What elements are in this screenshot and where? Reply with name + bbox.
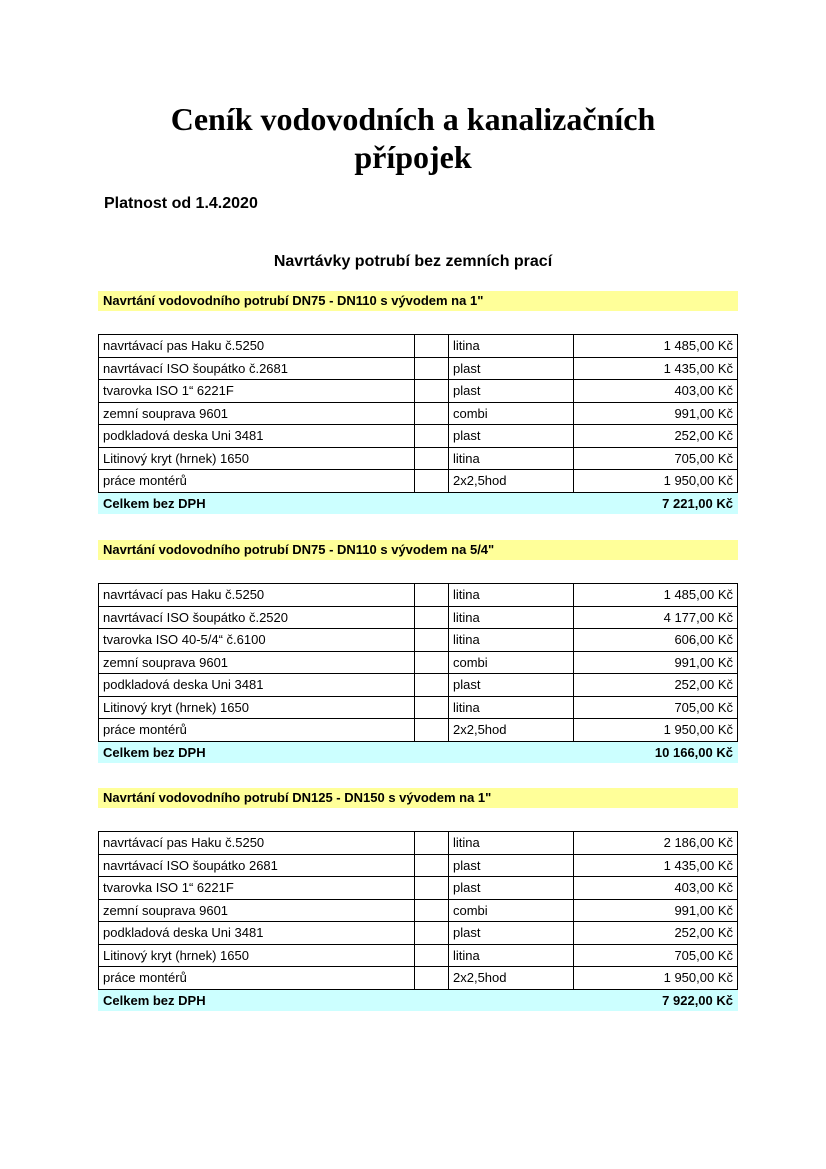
price-cell: 991,00 Kč <box>574 899 738 922</box>
quantity-cell <box>415 944 449 967</box>
price-cell: 1 435,00 Kč <box>574 854 738 877</box>
item-name-cell: práce montérů <box>99 719 415 742</box>
price-cell: 1 435,00 Kč <box>574 357 738 380</box>
total-row <box>98 990 738 1011</box>
quantity-cell <box>415 470 449 493</box>
quantity-cell <box>415 584 449 607</box>
material-cell: litina <box>449 696 574 719</box>
item-name-cell: podkladová deska Uni 3481 <box>99 922 415 945</box>
block-heading: Navrtání vodovodního potrubí DN125 - DN150 s vývodem na 1" <box>98 788 738 808</box>
material-cell: plast <box>449 380 574 403</box>
item-name-cell: zemní souprava 9601 <box>99 899 415 922</box>
price-cell: 403,00 Kč <box>574 877 738 900</box>
material-cell: combi <box>449 899 574 922</box>
quantity-cell <box>415 922 449 945</box>
item-name-cell: Litinový kryt (hrnek) 1650 <box>99 696 415 719</box>
quantity-cell <box>415 696 449 719</box>
price-cell: 1 950,00 Kč <box>574 470 738 493</box>
price-table <box>98 831 738 990</box>
table-row <box>99 832 738 855</box>
material-cell: litina <box>449 447 574 470</box>
quantity-cell <box>415 674 449 697</box>
quantity-cell <box>415 335 449 358</box>
price-cell: 991,00 Kč <box>574 402 738 425</box>
item-name-cell: tvarovka ISO 40-5/4“ č.6100 <box>99 629 415 652</box>
material-cell: 2x2,5hod <box>449 470 574 493</box>
table-row <box>99 380 738 403</box>
quantity-cell <box>415 899 449 922</box>
item-name-cell: tvarovka ISO 1“ 6221F <box>99 380 415 403</box>
quantity-cell <box>415 651 449 674</box>
item-name-cell: tvarovka ISO 1“ 6221F <box>99 877 415 900</box>
total-label: Celkem bez DPH <box>103 744 206 760</box>
price-cell: 252,00 Kč <box>574 922 738 945</box>
quantity-cell <box>415 425 449 448</box>
item-name-cell: navrtávací pas Haku č.5250 <box>99 584 415 607</box>
price-cell: 606,00 Kč <box>574 629 738 652</box>
item-name-cell: práce montérů <box>99 470 415 493</box>
table-row <box>99 674 738 697</box>
table-row <box>99 606 738 629</box>
item-name-cell: podkladová deska Uni 3481 <box>99 674 415 697</box>
material-cell: plast <box>449 357 574 380</box>
quantity-cell <box>415 967 449 990</box>
title-line-2: přípojek <box>354 139 472 175</box>
price-cell: 705,00 Kč <box>574 447 738 470</box>
item-name-cell: podkladová deska Uni 3481 <box>99 425 415 448</box>
validity-date: Platnost od 1.4.2020 <box>104 195 258 212</box>
price-block <box>98 788 738 1011</box>
price-block <box>98 540 738 763</box>
material-cell: litina <box>449 584 574 607</box>
table-row <box>99 629 738 652</box>
item-name-cell: zemní souprava 9601 <box>99 651 415 674</box>
table-row <box>99 877 738 900</box>
item-name-cell: navrtávací ISO šoupátko č.2681 <box>99 357 415 380</box>
block-heading: Navrtání vodovodního potrubí DN75 - DN110 s vývodem na 5/4" <box>98 540 738 560</box>
table-row <box>99 357 738 380</box>
section-heading: Navrtávky potrubí bez zemních prací <box>273 253 553 270</box>
price-cell: 1 950,00 Kč <box>574 967 738 990</box>
material-cell: litina <box>449 606 574 629</box>
item-name-cell: Litinový kryt (hrnek) 1650 <box>99 447 415 470</box>
table-row <box>99 584 738 607</box>
price-table <box>98 334 738 493</box>
total-label: Celkem bez DPH <box>103 495 206 511</box>
item-name-cell: navrtávací pas Haku č.5250 <box>99 335 415 358</box>
material-cell: 2x2,5hod <box>449 967 574 990</box>
price-cell: 1 950,00 Kč <box>574 719 738 742</box>
page-title <box>0 100 826 176</box>
price-cell: 252,00 Kč <box>574 425 738 448</box>
material-cell: litina <box>449 944 574 967</box>
total-value: 7 922,00 Kč <box>662 992 733 1008</box>
total-row <box>98 493 738 514</box>
item-name-cell: navrtávací ISO šoupátko č.2520 <box>99 606 415 629</box>
price-cell: 1 485,00 Kč <box>574 584 738 607</box>
price-cell: 705,00 Kč <box>574 696 738 719</box>
material-cell: combi <box>449 402 574 425</box>
table-row <box>99 470 738 493</box>
quantity-cell <box>415 629 449 652</box>
table-row <box>99 425 738 448</box>
table-row <box>99 944 738 967</box>
material-cell: plast <box>449 674 574 697</box>
item-name-cell: navrtávací pas Haku č.5250 <box>99 832 415 855</box>
total-value: 7 221,00 Kč <box>662 495 733 511</box>
table-row <box>99 335 738 358</box>
item-name-cell: zemní souprava 9601 <box>99 402 415 425</box>
material-cell: combi <box>449 651 574 674</box>
price-cell: 252,00 Kč <box>574 674 738 697</box>
total-value: 10 166,00 Kč <box>654 744 733 760</box>
price-table <box>98 583 738 742</box>
material-cell: litina <box>449 335 574 358</box>
material-cell: litina <box>449 629 574 652</box>
material-cell: plast <box>449 425 574 448</box>
table-row <box>99 922 738 945</box>
quantity-cell <box>415 854 449 877</box>
quantity-cell <box>415 357 449 380</box>
table-row <box>99 854 738 877</box>
block-heading: Navrtání vodovodního potrubí DN75 - DN110 s vývodem na 1" <box>98 291 738 311</box>
price-block <box>98 291 738 514</box>
table-row <box>99 651 738 674</box>
quantity-cell <box>415 606 449 629</box>
item-name-cell: Litinový kryt (hrnek) 1650 <box>99 944 415 967</box>
material-cell: plast <box>449 854 574 877</box>
quantity-cell <box>415 877 449 900</box>
total-label: Celkem bez DPH <box>103 992 206 1008</box>
material-cell: litina <box>449 832 574 855</box>
quantity-cell <box>415 832 449 855</box>
item-name-cell: navrtávací ISO šoupátko 2681 <box>99 854 415 877</box>
price-cell: 403,00 Kč <box>574 380 738 403</box>
table-row <box>99 402 738 425</box>
table-row <box>99 447 738 470</box>
table-row <box>99 899 738 922</box>
table-row <box>99 719 738 742</box>
price-cell: 705,00 Kč <box>574 944 738 967</box>
quantity-cell <box>415 402 449 425</box>
item-name-cell: práce montérů <box>99 967 415 990</box>
total-row <box>98 742 738 763</box>
price-cell: 2 186,00 Kč <box>574 832 738 855</box>
title-line-1: Ceník vodovodních a kanalizačních <box>170 101 656 137</box>
quantity-cell <box>415 380 449 403</box>
table-row <box>99 696 738 719</box>
price-cell: 991,00 Kč <box>574 651 738 674</box>
material-cell: plast <box>449 877 574 900</box>
table-row <box>99 967 738 990</box>
material-cell: plast <box>449 922 574 945</box>
material-cell: 2x2,5hod <box>449 719 574 742</box>
quantity-cell <box>415 719 449 742</box>
price-cell: 1 485,00 Kč <box>574 335 738 358</box>
price-cell: 4 177,00 Kč <box>574 606 738 629</box>
quantity-cell <box>415 447 449 470</box>
